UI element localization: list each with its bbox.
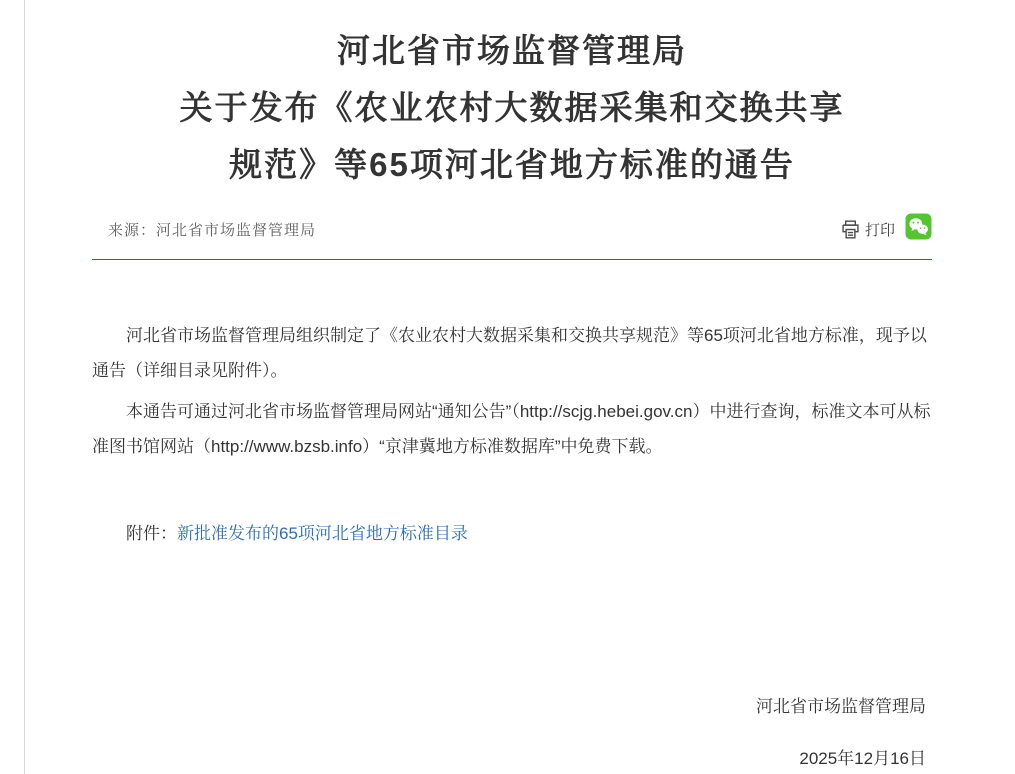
body-paragraph-1: 河北省市场监督管理局组织制定了《农业农村大数据采集和交换共享规范》等65项河北省地方标准，现予以通告（详细目录见附件）。	[92, 326, 927, 380]
printer-icon	[840, 219, 861, 240]
page-title	[92, 22, 932, 193]
signature-block	[92, 689, 932, 774]
source-label: 来源：	[108, 221, 157, 239]
print-label: 打印	[864, 221, 895, 239]
page-title-line3: 规范》等65项河北省地方标准的通告	[229, 146, 795, 183]
attachment-label: 附件：	[126, 524, 177, 543]
notice-body	[92, 318, 932, 464]
body-paragraph-2: 本通告可通过河北省市场监督管理局网站“通知公告”（http://scjg.hebei.gov.cn）中进行查询，标准文本可从标准图书馆网站（http://www.bzsb.info）“京津冀地方标准数据库”中免费下载。	[92, 402, 931, 456]
attachment-link[interactable]: 新批准发布的65项河北省地方标准目录	[177, 524, 468, 543]
left-border-rule	[24, 0, 25, 774]
wechat-share-button[interactable]	[905, 213, 932, 245]
page-title-line2: 关于发布《农业农村大数据采集和交换共享	[179, 89, 845, 126]
wechat-icon	[905, 213, 932, 245]
source-text	[108, 219, 316, 240]
toolbar	[840, 213, 932, 245]
content-area	[92, 0, 932, 774]
print-button[interactable]	[840, 219, 895, 240]
signature-org: 河北省市场监督管理局	[756, 697, 926, 716]
attachment-row	[92, 516, 932, 551]
page-title-line1: 河北省市场监督管理局	[337, 32, 687, 69]
source-value: 河北省市场监督管理局	[156, 221, 317, 239]
meta-row	[92, 213, 932, 260]
signature-date: 2025年12月16日	[799, 749, 926, 768]
